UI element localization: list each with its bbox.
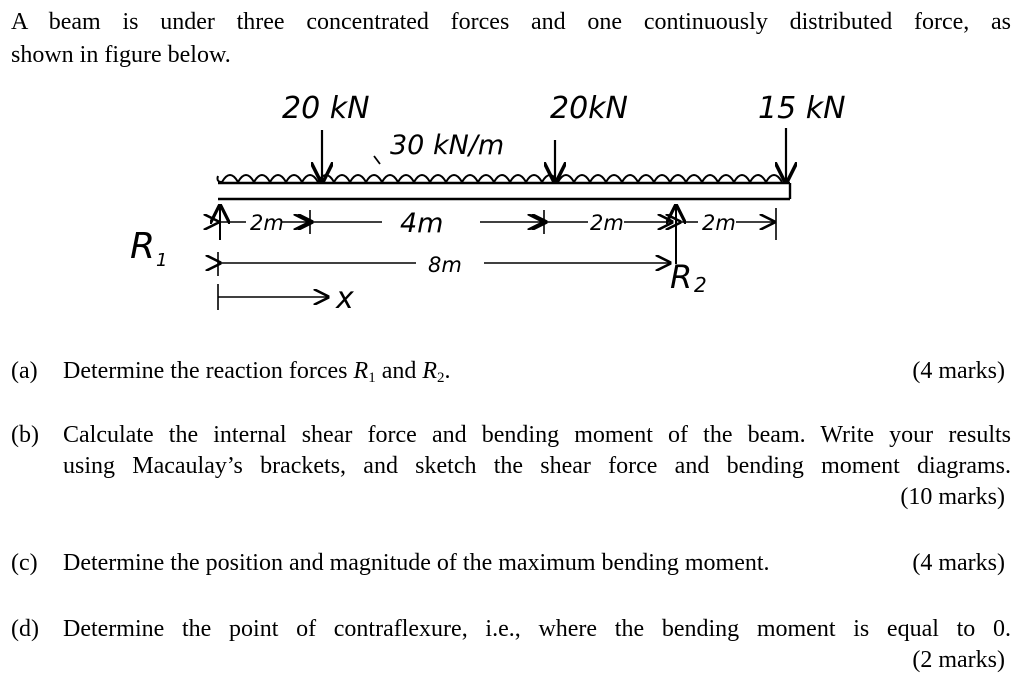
- question-b-marks: (10 marks): [900, 484, 1005, 510]
- load-label-20kn-left: 20 kN: [282, 91, 370, 126]
- svg-text:R: R: [670, 258, 693, 296]
- question-d-label: (d): [11, 616, 39, 642]
- reaction-label-r2: [670, 258, 707, 297]
- dimension-row-bottom: [218, 252, 670, 277]
- dim-2m-a: 2m: [250, 211, 284, 235]
- dim-2m-c: 2m: [702, 211, 736, 235]
- distributed-load-label: 30 kN/m: [390, 130, 505, 161]
- question-d: [11, 614, 1011, 676]
- distributed-load-curls: [218, 175, 783, 182]
- beam-diagram: [110, 82, 870, 322]
- question-a-text: Determine the reaction forces: [63, 358, 348, 384]
- x-coordinate-arrow: [218, 281, 354, 316]
- question-d-marks: (2 marks): [912, 647, 1005, 673]
- dim-2m-b: 2m: [590, 211, 624, 235]
- question-c-label: (c): [11, 550, 38, 576]
- question-b-label: (b): [11, 422, 39, 448]
- svg-text:2: 2: [694, 273, 707, 297]
- reaction-label-r1: [130, 226, 167, 271]
- question-b-line-1: Calculate the internal shear force and bending moment of the beam. Write your results: [63, 422, 1011, 448]
- question-a-label: (a): [11, 358, 38, 384]
- question-b-line-2: using Macaulay’s brackets, and sketch the shear force and bending moment diagrams.: [63, 453, 1011, 479]
- question-a: (a) Determine the reaction forces $R_1$ and $R_2$. (4 marks): [11, 358, 1005, 386]
- intro-line-2: shown in figure below.: [11, 42, 231, 68]
- question-a-marks: (4 marks): [912, 358, 1005, 384]
- svg-text:1: 1: [156, 250, 168, 271]
- dim-8m: 8m: [428, 253, 462, 277]
- problem-intro: [11, 6, 1011, 72]
- question-d-line-1: Determine the point of contraflexure, i.e., where the bending moment is equal to 0.: [63, 616, 1011, 642]
- svg-text:R: R: [130, 226, 156, 267]
- x-axis-label: x: [336, 281, 354, 316]
- dim-4m: 4m: [400, 208, 444, 239]
- question-c-marks: (4 marks): [912, 550, 1005, 576]
- question-b: [11, 420, 1011, 513]
- beam: [218, 183, 790, 199]
- question-c: [11, 548, 1011, 579]
- intro-line-1: A beam is under three concentrated forces and one continuously distributed force, as: [11, 9, 1011, 35]
- load-label-15kn: 15 kN: [758, 91, 846, 126]
- load-label-20kn-mid: 20kN: [550, 91, 628, 126]
- dimension-row-top: [218, 208, 776, 240]
- question-c-text: Determine the position and magnitude of the maximum bending moment.: [63, 550, 770, 576]
